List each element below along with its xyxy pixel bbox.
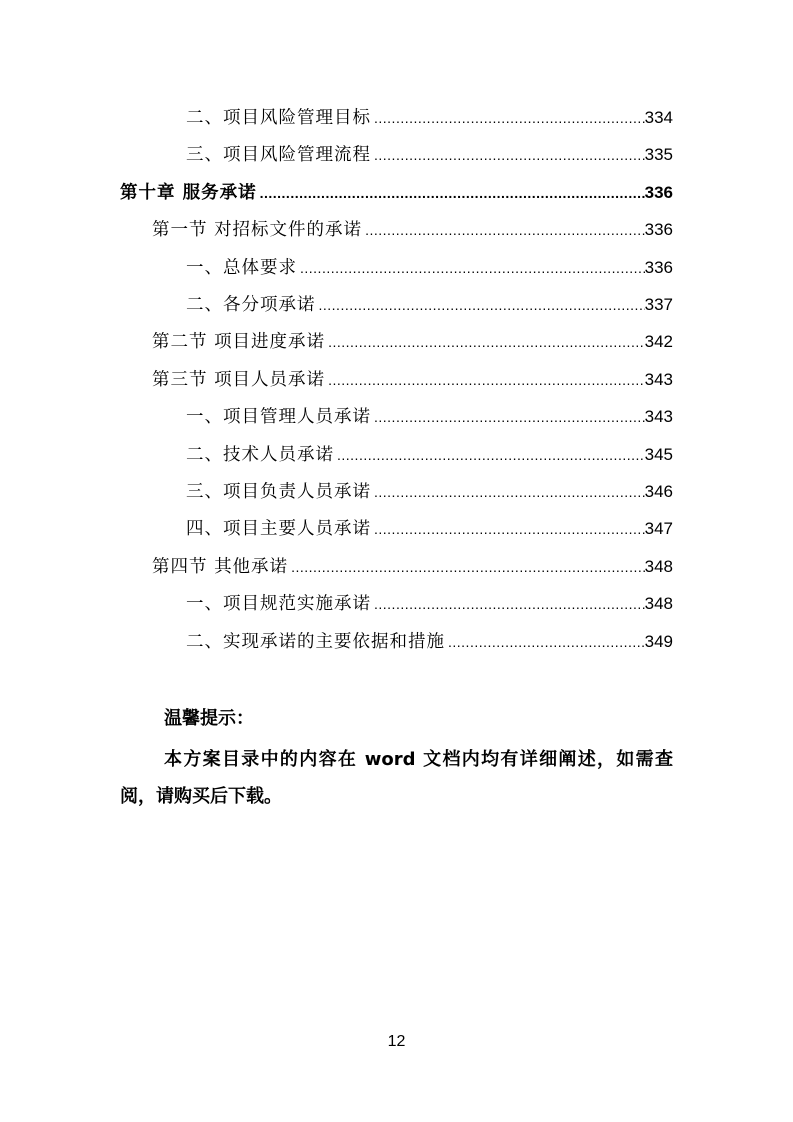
toc-entry-title: 三、项目风险管理流程 [186, 145, 371, 166]
toc-entry-title: 二、技术人员承诺 [186, 444, 334, 465]
toc-entry[interactable] [186, 403, 673, 433]
toc-entry-page: 337 [644, 295, 673, 314]
toc-entry-page: 334 [644, 108, 673, 127]
dot-leader [374, 409, 645, 425]
toc-entry-title: 二、各分项承诺 [186, 295, 316, 315]
toc-entry[interactable] [152, 553, 673, 583]
toc-entry-page: 336 [644, 220, 673, 240]
toc-entry[interactable] [186, 478, 673, 508]
toc-entry[interactable] [152, 216, 673, 246]
page-number: 12 [387, 1033, 406, 1050]
toc-entry-title: 四、项目主要人员承诺 [186, 519, 371, 540]
toc-entry-title: 二、项目风险管理目标 [186, 108, 371, 128]
dot-leader [300, 260, 645, 276]
toc-entry-page: 347 [644, 519, 673, 539]
toc-entry-title: 第二节 项目进度承诺 [152, 332, 326, 353]
toc-entry[interactable] [186, 141, 673, 171]
toc-entry-page: 346 [644, 482, 673, 501]
dot-leader [374, 521, 645, 537]
toc-entry-title: 二、实现承诺的主要依据和措施 [186, 631, 445, 652]
toc-entry-page: 348 [644, 556, 673, 576]
dot-leader [365, 222, 645, 238]
toc-entry[interactable] [186, 254, 673, 284]
toc-entry-title: 一、项目规范实施承诺 [186, 594, 371, 615]
toc-entry[interactable] [186, 104, 673, 134]
toc-entry-title: 第三节 项目人员承诺 [152, 369, 326, 390]
toc-entry-page: 335 [644, 145, 673, 165]
toc-entry-page: 336 [644, 257, 673, 277]
dot-leader [260, 185, 645, 201]
toc-entry-page: 348 [644, 594, 673, 614]
toc-entry[interactable] [186, 441, 673, 471]
toc-entry-title: 第十章 服务承诺 [120, 182, 257, 203]
notice-body: 本方案目录中的内容在 word 文档内均有详细阐述，如需查阅，请购买后下载。 [120, 749, 673, 807]
toc-entry[interactable] [120, 179, 673, 209]
toc-entry[interactable] [152, 366, 673, 396]
toc-entry[interactable] [186, 590, 673, 620]
dot-leader [291, 559, 645, 575]
toc-entry-page: 349 [644, 631, 673, 651]
dot-leader [374, 147, 645, 163]
toc-entry[interactable] [186, 291, 673, 321]
toc-entry-title: 第四节 其他承诺 [152, 556, 289, 577]
dot-leader [319, 297, 645, 313]
dot-leader [374, 110, 645, 126]
toc-entry-page: 342 [644, 332, 673, 352]
dot-leader [374, 596, 645, 612]
dot-leader [328, 372, 645, 388]
toc-entry[interactable] [186, 628, 673, 658]
dot-leader [337, 447, 645, 463]
toc-entry-page: 345 [644, 444, 673, 464]
toc-entry-title: 一、总体要求 [186, 257, 297, 278]
toc-entry-title: 一、项目管理人员承诺 [186, 407, 371, 428]
toc-entry-page: 343 [644, 407, 673, 427]
toc-entry-page: 343 [644, 369, 673, 389]
toc-entry[interactable] [152, 328, 673, 358]
notice-title: 温馨提示： [164, 708, 254, 729]
dot-leader [448, 634, 645, 650]
toc-entry-title: 三、项目负责人员承诺 [186, 482, 371, 502]
toc-entry-page: 336 [644, 182, 673, 202]
toc-entry-title: 第一节 对招标文件的承诺 [152, 220, 363, 241]
dot-leader [374, 484, 645, 500]
toc-entry[interactable] [186, 515, 673, 545]
dot-leader [328, 334, 645, 350]
